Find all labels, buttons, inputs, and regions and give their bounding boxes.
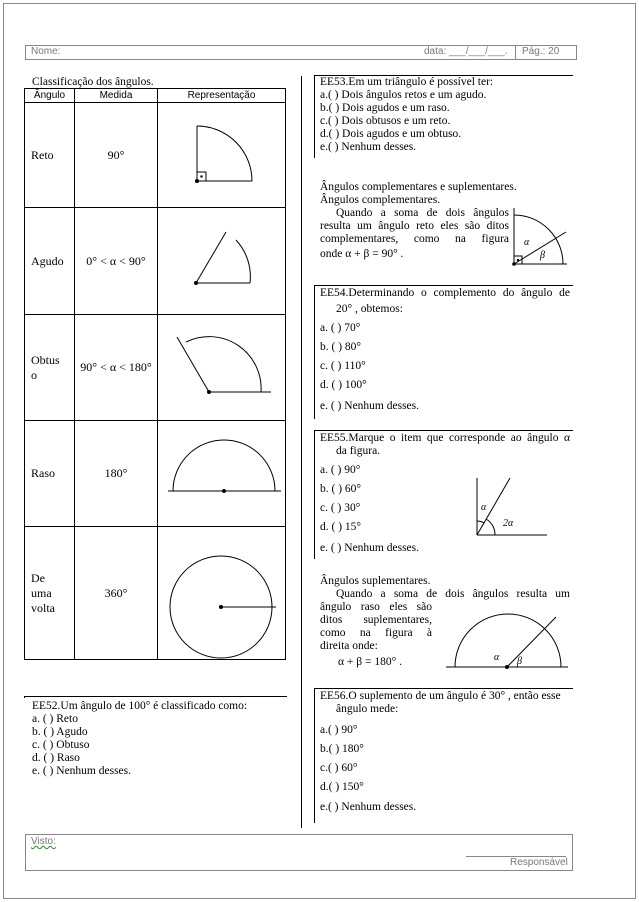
classification-title: Classificação dos ângulos. (32, 76, 154, 88)
ee56-option[interactable]: a.( ) 90° (320, 724, 358, 736)
ee55-option[interactable]: e. ( ) Nenhum desses. (320, 542, 420, 554)
ee55-option[interactable]: b. ( ) 60° (320, 483, 362, 495)
ee52-question: EE52.Um ângulo de 100° é classificado como: (32, 700, 248, 712)
ee53-question: EE53.Em um triângulo é possível ter: (320, 76, 494, 88)
ee52-option[interactable]: b. ( ) Agudo (32, 726, 88, 738)
ee55-question: EE55.Marque o item que corresponde ao ângulo α (320, 432, 570, 444)
section-title: Ângulos suplementares. (320, 575, 431, 587)
complementary-formula: onde α + β = 90° . (320, 248, 404, 260)
ee56-option[interactable]: b.( ) 180° (320, 743, 364, 755)
ee54-option[interactable]: b. ( ) 80° (320, 341, 362, 353)
responsavel-label: Responsável (510, 857, 568, 868)
angle-measure: 90° < α < 180° (75, 315, 158, 421)
ee52-option[interactable]: c. ( ) Obtuso (32, 739, 90, 751)
svg-text:β: β (517, 656, 522, 667)
ee55-question-block: EE55.Marque o item que corresponde ao ângulo α da figura. a. ( ) 90° b. ( ) 60° c. ( ) 30° d. ( ) 15° e. ( ) Nenhum desses. (320, 432, 570, 554)
angle-measure: 90° (75, 103, 158, 208)
ee53-option[interactable]: a.( ) Dois ângulos retos e um agudo. (320, 89, 487, 101)
angle-name: Agudo (25, 208, 75, 315)
section-title: Ângulos complementares e suplementares. (320, 181, 517, 193)
angle-name: Raso (25, 421, 75, 527)
ee54-question-block: EE54.Determinando o complemento do ângulo de 20° , obtemos: a. ( ) 70° b. ( ) 80° c. ( ) 110° d. ( ) 100° e. ( ) Nenhum desses. (320, 287, 570, 412)
ee56-question-block: EE56.O suplemento de um ângulo é 30° , então esse ângulo mede: a.( ) 90° b.( ) 180° c.( ) 60° d.( ) 150° e.( ) Nenhum desses. (320, 690, 572, 814)
ee52-option[interactable]: d. ( ) Raso (32, 752, 80, 764)
ee53-option[interactable]: c.( ) Dois obtusos e um reto. (320, 115, 451, 127)
supplementary-section: Ângulos suplementares. Quando a soma de dois ângulos resulta um ângulo raso eles são ditos suplementares, como na figura à direita onde: α + β = 180° . (320, 575, 570, 668)
svg-text:β: β (540, 250, 545, 261)
ee53-option[interactable]: b.( ) Dois agudos e um raso. (320, 102, 450, 114)
ee56-option[interactable]: d.( ) 150° (320, 781, 364, 793)
ee52-option[interactable]: a. ( ) Reto (32, 713, 78, 725)
col-header-angle: Ângulo (25, 89, 75, 103)
date-label: data: ___/___/___. (424, 46, 508, 57)
angle-measure: 0° < α < 90° (75, 208, 158, 315)
page-number: Pág.: 20 (522, 46, 560, 57)
supplementary-formula: α + β = 180° . (338, 656, 402, 668)
visto-box (25, 834, 573, 871)
ee56-question: EE56.O suplemento de um ângulo é 30° , então esse (320, 690, 561, 702)
ee55-option[interactable]: c. ( ) 30° (320, 502, 361, 514)
angle-name: Obtus o (25, 315, 75, 421)
ee53-option[interactable]: e.( ) Nenhum desses. (320, 141, 417, 153)
svg-text:α: α (524, 237, 530, 248)
ee54-option[interactable]: e. ( ) Nenhum desses. (320, 400, 420, 412)
ee54-option[interactable]: d. ( ) 100° (320, 379, 367, 391)
ee54-option[interactable]: a. ( ) 70° (320, 322, 361, 334)
ee54-question: EE54.Determinando o complemento do ângulo de (320, 287, 570, 299)
svg-text:α: α (494, 652, 500, 663)
angle-measure: 180° (75, 421, 158, 527)
visto-label: Visto: (31, 836, 56, 847)
col-header-representation: Representação (158, 89, 286, 103)
ee55-option[interactable]: d. ( ) 15° (320, 521, 362, 533)
angle-measure: 360° (75, 527, 158, 660)
ee52-option[interactable]: e. ( ) Nenhum desses. (32, 765, 132, 777)
ee55-option[interactable]: a. ( ) 90° (320, 464, 361, 476)
angle-name: Reto (25, 103, 75, 208)
ee56-option[interactable]: e.( ) Nenhum desses. (320, 801, 417, 813)
complementary-section: Ângulos complementares e suplementares. Ângulos complementares. Quando a soma de dois ângulos resulta um ângulo reto eles são ditos complementares, como na figura onde α + β = 90° . (320, 181, 572, 261)
angle-name: De uma volta (25, 527, 75, 660)
col-header-measure: Medida (75, 89, 158, 103)
ee53-option[interactable]: d.( ) Dois agudos e um obtuso. (320, 128, 462, 140)
name-label: Nome: (31, 46, 61, 57)
section-subtitle: Ângulos complementares. (320, 194, 441, 206)
svg-text:2α: 2α (503, 518, 514, 529)
ee56-option[interactable]: c.( ) 60° (320, 762, 358, 774)
ee54-option[interactable]: c. ( ) 110° (320, 360, 366, 372)
svg-text:α: α (481, 502, 487, 513)
